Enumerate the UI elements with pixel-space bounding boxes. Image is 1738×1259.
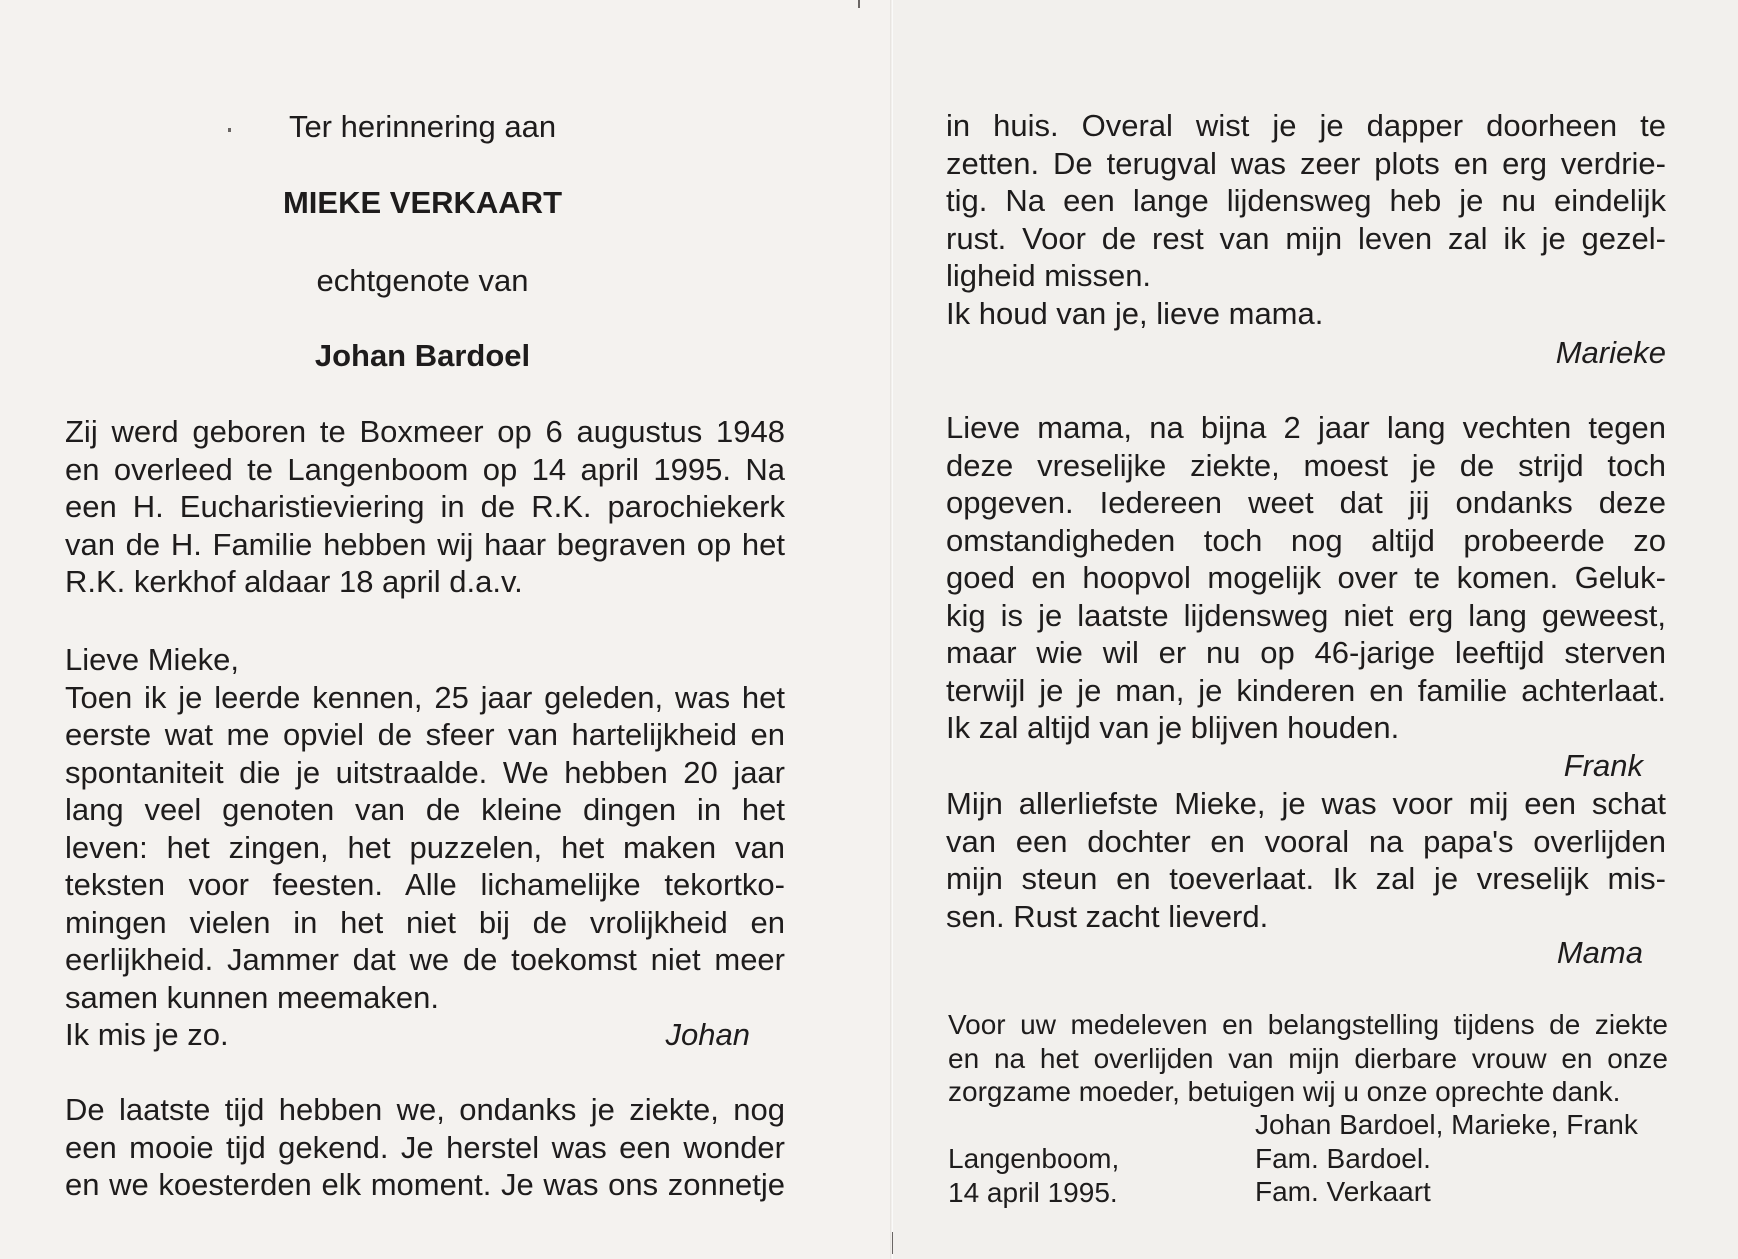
thanks-line: zorgzame moeder, betuigen wij u onze oprechte dank. xyxy=(948,1076,1621,1107)
bio-line: Zij werd geboren te Boxmeer op 6 augustus 1948 xyxy=(65,414,785,449)
letter-line: ligheid missen. xyxy=(946,258,1152,293)
thanks-line: en na het overlijden van mijn dierbare vrouw en onze xyxy=(948,1042,1668,1074)
deceased-name: MIEKE VERKAART xyxy=(282,185,562,220)
biography xyxy=(65,413,785,601)
header-text: Ter herinnering aan xyxy=(288,109,557,144)
family-line: Fam. Verkaart xyxy=(1255,1176,1431,1207)
family-line: Johan Bardoel, Marieke, Frank xyxy=(1255,1109,1638,1140)
letter-line: leven: het zingen, het puzzelen, het maken van xyxy=(65,829,785,865)
letter-line: sen. Rust zacht lieverd. xyxy=(946,898,1269,934)
letter-frank xyxy=(946,409,1666,747)
letter-line: in huis. Overal wist je je dapper doorheen te xyxy=(946,108,1666,143)
letter-marieke-start xyxy=(65,1091,785,1204)
letter-line: tig. Na een lange lijdensweg heb je nu eindelijk xyxy=(946,183,1666,218)
signature-johan: Johan xyxy=(665,1017,750,1052)
crop-mark xyxy=(858,0,860,8)
letter-line: en we koesterden elk moment. Je was ons zonnetje xyxy=(65,1167,785,1202)
letter-line: lang veel genoten van de kleine dingen in het xyxy=(65,792,785,827)
bio-line: R.K. kerkhof aldaar 18 april d.a.v. xyxy=(65,564,523,599)
letter-line: terwijl je je man, je kinderen en familie achterlaat. xyxy=(946,672,1666,708)
letter-line: Lieve mama, na bijna 2 jaar lang vechten tegen xyxy=(946,410,1666,445)
letter-line: Mijn allerliefste Mieke, je was voor mij een schat xyxy=(946,786,1666,821)
letter-line: Lieve Mieke, xyxy=(65,642,240,677)
letter-line: van een dochter en vooral na papa's overlijden xyxy=(946,823,1666,859)
tick-mark xyxy=(228,128,231,132)
letter-line: goed en hoopvol mogelijk over te komen. Geluk- xyxy=(946,560,1666,595)
letter-line: mijn steun en toeverlaat. Ik zal je vreselijk mis- xyxy=(946,861,1666,896)
letter-line: kig is je laatste lijdensweg niet erg lang geweest, xyxy=(946,597,1666,633)
signature-mama: Mama xyxy=(1556,935,1643,970)
letter-line: deze vreselijke ziekte, moest je de strijd toch xyxy=(946,447,1666,483)
relation-text: echtgenote van xyxy=(316,263,529,298)
letter-marieke-end xyxy=(946,107,1666,332)
thanks-line: Voor uw medeleven en belangstelling tijdens de ziekte xyxy=(948,1009,1668,1040)
letter-line: spontaniteit die je uitstraalde. We hebben 20 jaar xyxy=(65,754,785,790)
letter-line: De laatste tijd hebben we, ondanks je ziekte, nog xyxy=(65,1092,785,1127)
letter-line: rust. Voor de rest van mijn leven zal ik je gezel- xyxy=(946,220,1666,256)
family-line: Fam. Bardoel. xyxy=(1255,1142,1431,1174)
letter-line: Ik zal altijd van je blijven houden. xyxy=(946,710,1400,745)
spouse-name: Johan Bardoel xyxy=(314,338,531,373)
letter-line: eerste wat me opviel de sfeer van hartelijkheid en xyxy=(65,717,785,752)
letter-johan xyxy=(65,641,785,1016)
family-signatures xyxy=(1255,1108,1675,1209)
letter-line: samen kunnen meemaken. xyxy=(65,979,439,1015)
closing-johan: Ik mis je zo. xyxy=(65,1017,229,1052)
letter-line: Toen ik je leerde kennen, 25 jaar geleden, was het xyxy=(65,679,785,715)
letter-line: maar wie wil er nu op 46-jarige leeftijd sterven xyxy=(946,635,1666,670)
letter-line: zetten. De terugval was zeer plots en erg verdrie- xyxy=(946,145,1666,181)
letter-line: een mooie tijd gekend. Je herstel was een wonder xyxy=(65,1129,785,1165)
letter-line: eerlijkheid. Jammer dat we de toekomst niet meer xyxy=(65,942,785,977)
place-text: Langenboom, xyxy=(948,1143,1120,1174)
bio-line: een H. Eucharistieviering in de R.K. parochiekerk xyxy=(65,489,785,524)
signature-frank: Frank xyxy=(1563,748,1643,783)
letter-line: teksten voor feesten. Alle lichamelijke tekortko- xyxy=(65,867,785,902)
letter-line: mingen vielen in het niet bij de vrolijkheid en xyxy=(65,904,785,940)
right-page xyxy=(893,0,1738,1259)
bio-line: en overleed te Langenboom op 14 april 1995. Na xyxy=(65,451,785,487)
letter-line: omstandigheden toch nog altijd probeerde zo xyxy=(946,522,1666,558)
letter-mama xyxy=(946,785,1666,935)
letter-line: Ik houd van je, lieve mama. xyxy=(946,295,1324,331)
thanks-text xyxy=(948,1008,1668,1109)
signature-marieke: Marieke xyxy=(1555,335,1666,370)
date-text: 14 april 1995. xyxy=(948,1176,1118,1208)
bio-line: van de H. Familie hebben wij haar begraven op het xyxy=(65,526,785,562)
letter-line: opgeven. Iedereen weet dat jij ondanks deze xyxy=(946,485,1666,520)
place-date xyxy=(948,1142,1208,1209)
